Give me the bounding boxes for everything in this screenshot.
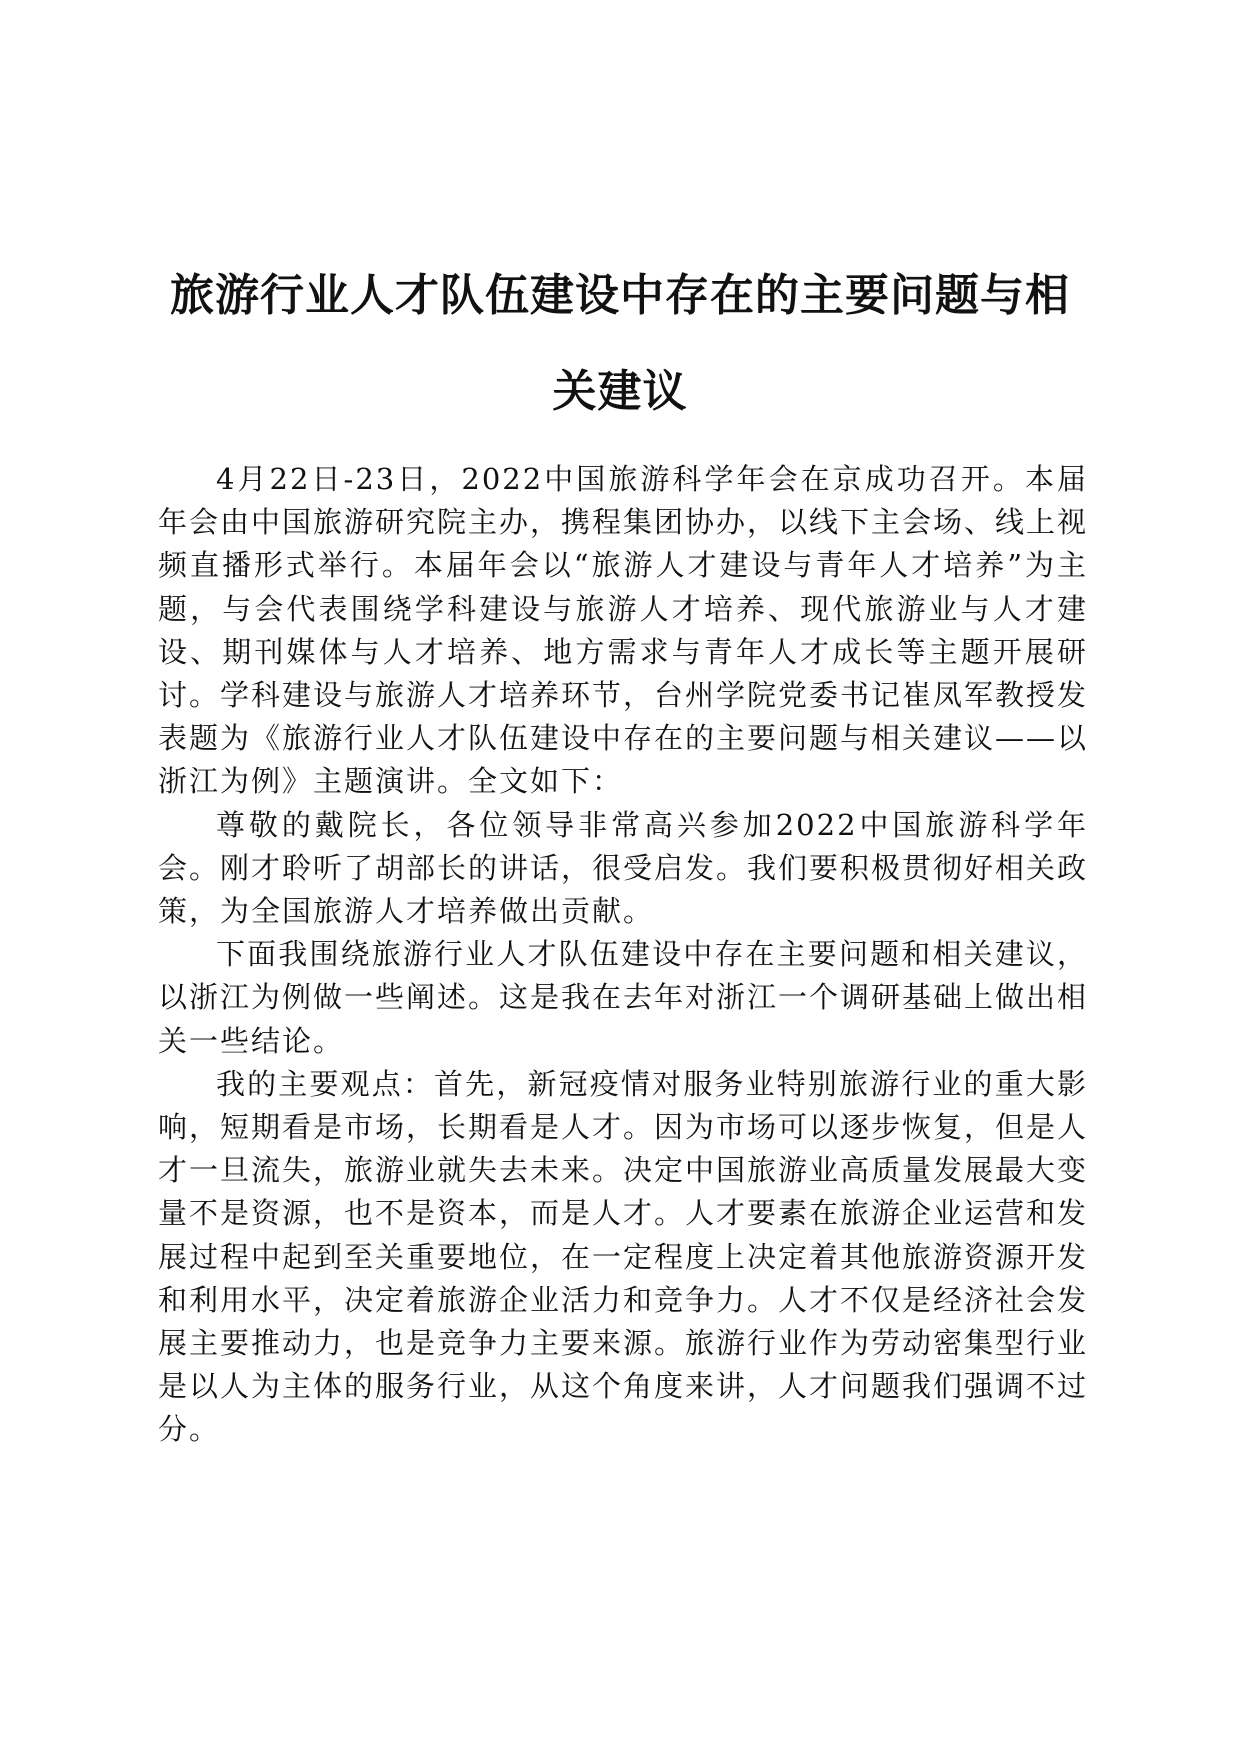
paragraph-greeting: 尊敬的戴院长，各位领导非常高兴参加2022中国旅游科学年会。刚才聆听了胡部长的讲话，很受启发。我们要积极贯彻好相关政策，为全国旅游人才培养做出贡献。 xyxy=(158,807,1089,929)
paragraph-main-view: 我的主要观点：首先，新冠疫情对服务业特别旅游行业的重大影响，短期看是市场，长期看是人才。因为市场可以逐步恢复，但是人才一旦流失，旅游业就失去未来。决定中国旅游业高质量发展最大变量不是资源，也不是资本，而是人才。人才要素在旅游企业运营和发展过程中起到至关重要地位，在一定程度上决定着其他旅游资源开发和利用水平，决定着旅游企业活力和竞争力。人才不仅是经济社会发展主要推动力，也是竞争力主要来源。旅游行业作为劳动密集型行业是以人为主体的服务行业，从这个角度来讲，人才问题我们强调不过分。 xyxy=(158,1066,1089,1447)
paragraph-outline: 下面我围绕旅游行业人才队伍建设中存在主要问题和相关建议，以浙江为例做一些阐述。这是我在去年对浙江一个调研基础上做出相关一些结论。 xyxy=(158,937,1089,1058)
paragraph-intro: 4月22日-23日，2022中国旅游科学年会在京成功召开。本届年会由中国旅游研究院主办，携程集团协办，以线下主会场、线上视频直播形式举行。本届年会以“旅游人才建设与青年人才培养”为主题，与会代表围绕学科建设与旅游人才培养、现代旅游业与人才建设、期刊媒体与人才培养、地方需求与青年人才成长等主题开展研讨。学科建设与旅游人才培养环节，台州学院党委书记崔凤军教授发表题为《旅游行业人才队伍建设中存在的主要问题与相关建议——以浙江为例》主题演讲。全文如下： xyxy=(158,462,1089,799)
document-body xyxy=(158,458,1088,1452)
document-title: 旅游行业人才队伍建设中存在的主要问题与相关建议 xyxy=(170,270,1070,417)
